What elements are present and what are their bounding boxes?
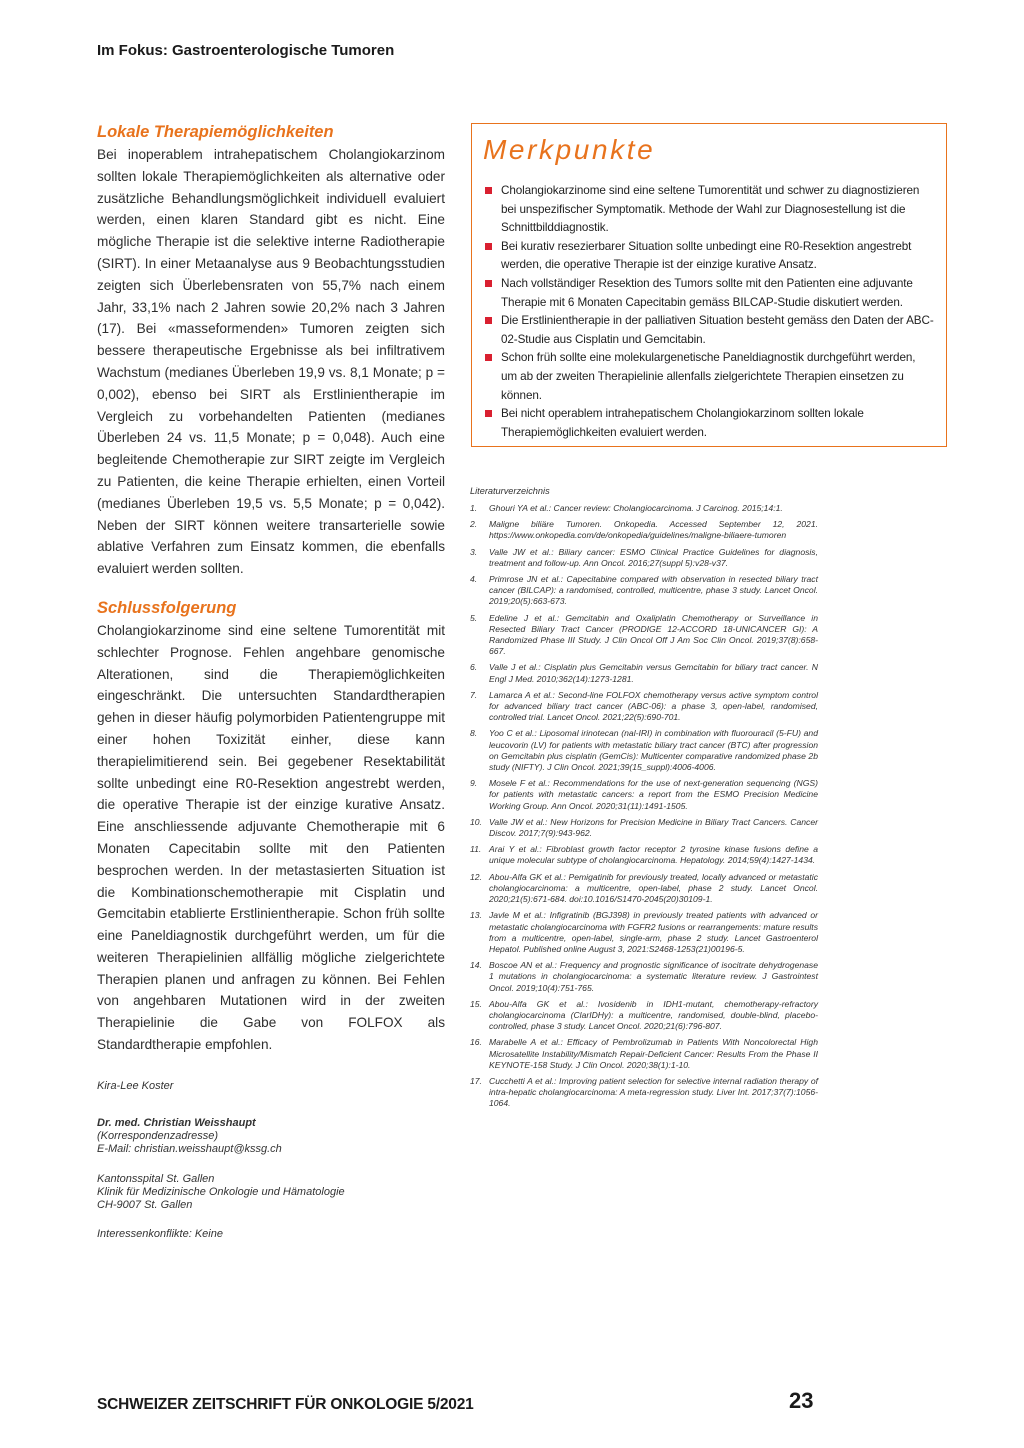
reference-item: 7. Lamarca A et al.: Second-line FOLFOX chemotherapy versus active symptom control for advanced biliary tract cancer (ABC-06): a phase 3, open-label, randomised, controlled trial. Lancet Oncol. 2021;22(5):690-701.: [470, 689, 818, 723]
page-number: 23: [789, 1388, 814, 1413]
correspondence-note: (Korrespondenzadresse): [97, 1130, 219, 1143]
reference-item: 1. Ghouri YA et al.: Cancer review: Cholangiocarcinoma. J Carcinog. 2015;14:1.: [470, 503, 783, 513]
reference-item: 13. Javle M et al.: Infigratinib (BGJ398) in previously treated patients with advanced or metastatic cholangiocarcinoma with FGFR2 fusions or rearrangements: mature results from a multicentre, open-label, single-arm, phase 2 study. Lancet Gastroenterol Hepatol. Published online August 3, 2021:S2468-1253(21)00196-5.: [470, 910, 818, 954]
corresponding-author: Dr. med. Christian Weisshaupt: [97, 1117, 256, 1130]
key-point-item: Bei kurativ resezierbarer Situation sollte unbedingt eine R0-Resektion angestrebt werden, die operative Therapie ist der einzige kurative Ansatz.: [483, 238, 934, 275]
reference-item: 2. Maligne biliäre Tumoren. Onkopedia. Accessed September 12, 2021. https://www.onkopedia.com/de/onkopedia/guidelines/maligne-biliaere-tumoren: [470, 519, 818, 541]
references-title: Literaturverzeichnis: [470, 486, 550, 496]
references-list: [470, 503, 818, 1110]
key-points-box: [471, 123, 947, 447]
key-point-item: Schon früh sollte eine molekulargenetische Paneldiagnostik durchgeführt werden, um ab der zweiten Therapielinie allenfalls zielgerichtete Therapien einsetzen zu können.: [483, 349, 934, 405]
reference-item: 17. Cucchetti A et al.: Improving patient selection for selective internal radiation therapy of intra-hepatic cholangiocarcinoma: A meta-regression study. Liver Int. 2017;37(7):1056-1064.: [470, 1075, 818, 1109]
key-point-item: Nach vollständiger Resektion des Tumors sollte mit den Patienten eine adjuvante Therapie mit 6 Monaten Capecitabin gemäss BILCAP-Studie diskutiert werden.: [483, 275, 934, 312]
key-point-item: Die Erstlinientherapie in der palliativen Situation besteht gemäss den Daten der ABC-02-Studie aus Cisplatin und Gemcitabin.: [483, 312, 934, 349]
reference-item: 14. Boscoe AN et al.: Frequency and prognostic significance of isocitrate dehydrogenase 1 mutations in cholangiocarcinoma: a systematic literature review. J Gastrointest Oncol. 2019;10(4):751-765.: [470, 960, 818, 993]
paragraph-local-therapy: Bei inoperablem intrahepatischem Cholangiokarzinom sollten lokale Therapiemöglichkeiten als alternative oder zusätzliche Behandlungsmöglichkeit individuell evaluiert werden, einen klaren Standard gibt es nicht. Eine mögliche Therapie ist die selektive interne Radiotherapie (SIRT). In einer Metaanalyse aus 9 Beobachtungsstudien zeigten sich Überlebensraten von 55,7% nach einem Jahr, 33,1% nach 2 Jahren sowie 20,2% nach 3 Jahren (17). Bei «masseformenden» Tumoren zeigten sich bessere therapeutische Ergebnisse als bei infiltrativem Wachstum (medianes Überleben 19,9 vs. 8,1 Monate; p = 0,002), ebenso bei SIRT als Erstlinientherapie im Vergleich zu vorbehandelten Patienten (medianes Überleben 24 vs. 11,5 Monate; p = 0,048). Auch eine begleitende Chemotherapie zur SIRT zeigte im Vergleich zu Patienten, die keine Therapie erhielten, einen Vorteil (medianes Überleben 19,5 vs. 5,5 Monate; p = 0,042). Neben der SIRT können weitere transarterielle sowie ablative Verfahren zum Einsatz kommen, die ebenfalls evaluiert werden sollten.: [97, 147, 445, 577]
section-local-therapy: [97, 122, 445, 580]
hospital-name: Kantonsspital St. Gallen: [97, 1172, 215, 1185]
reference-item: 15. Abou-Alfa GK et al.: Ivosidenib in IDH1-mutant, chemotherapy-refractory cholangiocarcinoma (ClarIDHy): a multicentre, randomised, double-blind, placebo-controlled, phase 3 study. Lancet Oncol. 2020;21(6):796-807.: [470, 998, 818, 1032]
journal-footer: SCHWEIZER ZEITSCHRIFT FÜR ONKOLOGIE 5/2021: [97, 1396, 474, 1413]
square-bullet-icon: [485, 243, 492, 250]
conflicts-of-interest: Interessenkonflikte: Keine: [97, 1228, 223, 1241]
key-points-list: [483, 182, 934, 442]
reference-item: 6. Valle J et al.: Cisplatin plus Gemcitabin versus Gemcitabin for biliary tract cancer. N Engl J Med. 2010;362(14):1273-1281.: [470, 662, 818, 684]
section-title-local-therapy: Lokale Therapiemöglichkeiten: [97, 123, 334, 141]
reference-item: 12. Abou-Alfa GK et al.: Pemigatinib for previously treated, locally advanced or metastatic cholangiocarcinoma: a multicentre, open-label, phase 2 study. Lancet Oncol. 2020;21(5):671-684. doi:10.1016/S1470-2045(20)30109-1.: [470, 871, 818, 905]
key-point-item: Bei nicht operablem intrahepatischem Cholangiokarzinom sollten lokale Therapiemöglichkeiten evaluiert werden.: [483, 405, 934, 442]
reference-item: 16. Marabelle A et al.: Efficacy of Pembrolizumab in Patients With Noncolorectal High Microsatellite Instability/Mismatch Repair-Deficient Cancer: Results From the Phase II KEYNOTE-158 Study. J Clin Oncol. 2020;38(1):1-10.: [470, 1037, 818, 1070]
square-bullet-icon: [485, 317, 492, 324]
square-bullet-icon: [485, 187, 492, 194]
running-header: Im Fokus: Gastroenterologische Tumoren: [97, 42, 395, 59]
reference-item: 3. Valle JW et al.: Biliary cancer: ESMO Clinical Practice Guidelines for diagnosis, treatment and follow-up. Ann Oncol. 2016;27(suppl 5):v28-v37.: [470, 546, 818, 568]
reference-item: 8. Yoo C et al.: Liposomal irinotecan (nal-IRI) in combination with fluorouracil (5-FU) and leucovorin (LV) for patients with metastatic biliary tract cancer (BTC) after progression on Gemcitabin plus cisplatin (GemCis): Multicenter comparative randomized phase 2b study (NIFTY). J Clin Oncol. 2021;39(15_suppl):4006-4006.: [470, 728, 818, 773]
reference-item: 4. Primrose JN et al.: Capecitabine compared with observation in resected biliary tract cancer (BILCAP): a randomised, controlled, multicentre, phase 3 study. Lancet Oncol. 2019;20(5):663-673.: [470, 574, 818, 607]
reference-item: 5. Edeline J et al.: Gemcitabin and Oxaliplatin Chemotherapy or Surveillance in Resected Biliary Tract Cancer (PRODIGE 12-ACCORD 18-UNICANCER GI): A Randomized Phase III Study. J Clin Oncol Off J Am Soc Clin Oncol. 2019;37(8):658-667.: [470, 612, 818, 657]
square-bullet-icon: [485, 280, 492, 287]
reference-item: 9. Mosele F et al.: Recommendations for the use of next-generation sequencing (NGS) for patients with metastatic cancers: a report from the ESMO Precision Medicine Working Group. Ann Oncol. 2020;31(11):1491-1505.: [470, 778, 818, 811]
section-title-conclusion: Schlussfolgerung: [97, 598, 237, 617]
author-name: Kira-Lee Koster: [97, 1079, 174, 1092]
key-point-item: Cholangiokarzinome sind eine seltene Tumorentität und schwer zu diagnostizieren bei unspezifischer Symptomatik. Methode der Wahl zur Diagnosestellung ist die Schnittbilddiagnostik.: [483, 182, 934, 238]
reference-item: 10. Valle JW et al.: New Horizons for Precision Medicine in Biliary Tract Cancers. Cancer Discov. 2017;7(9):943-962.: [470, 816, 818, 839]
author-block: [97, 1080, 445, 1242]
main-column: [97, 122, 445, 1242]
reference-item: 11. Arai Y et al.: Fibroblast growth factor receptor 2 tyrosine kinase fusions define a unique molecular subtype of cholangiocarcinoma. Hepatology. 2014;59(4):1427-1434.: [470, 844, 818, 866]
square-bullet-icon: [485, 354, 492, 361]
references-section: [470, 485, 818, 1115]
clinic-name: Klinik für Medizinische Onkologie und Hämatologie: [97, 1185, 345, 1198]
paragraph-conclusion: Cholangiokarzinome sind eine seltene Tumorentität mit schlechter Prognose. Fehlen angehbare genomische Alterationen, sind die Therapiemöglichkeiten eingeschränkt. Die untersuchten Standardtherapien gehen in dieser häufig polymorbiden Patientengruppe mit einer hohen Toxizität einher, diese kann therapielimitierend sein. Bei gegebener Resektabilität sollte unbedingt eine R0-Resektion angestrebt werden, die operative Therapie ist der einzige kurative Ansatz. Eine anschliessende adjuvante Chemotherapie mit 6 Monaten Capecitabin sollte mit den Patienten besprochen werden. In der metastasierten Situation ist die Kombinationschemotherapie mit Cisplatin und Gemcitabin etablierte Erstlinientherapie. Schon früh sollte eine Paneldiagnostik durchgeführt werden, um für die weiteren Therapielinien allfällig mögliche zielgerichtete Therapien planen und anfragen zu können. Bei Fehlen von angehbaren Mutationen wird in der zweiten Therapielinie die Gabe von FOLFOX als Standardtherapie empfohlen.: [97, 622, 445, 1053]
section-conclusion: [97, 598, 445, 1056]
hospital-city: CH-9007 St. Gallen: [97, 1199, 193, 1212]
square-bullet-icon: [485, 410, 492, 417]
author-email[interactable]: E-Mail: christian.weisshaupt@kssg.ch: [97, 1143, 282, 1156]
key-points-title: Merkpunkte: [483, 134, 656, 165]
